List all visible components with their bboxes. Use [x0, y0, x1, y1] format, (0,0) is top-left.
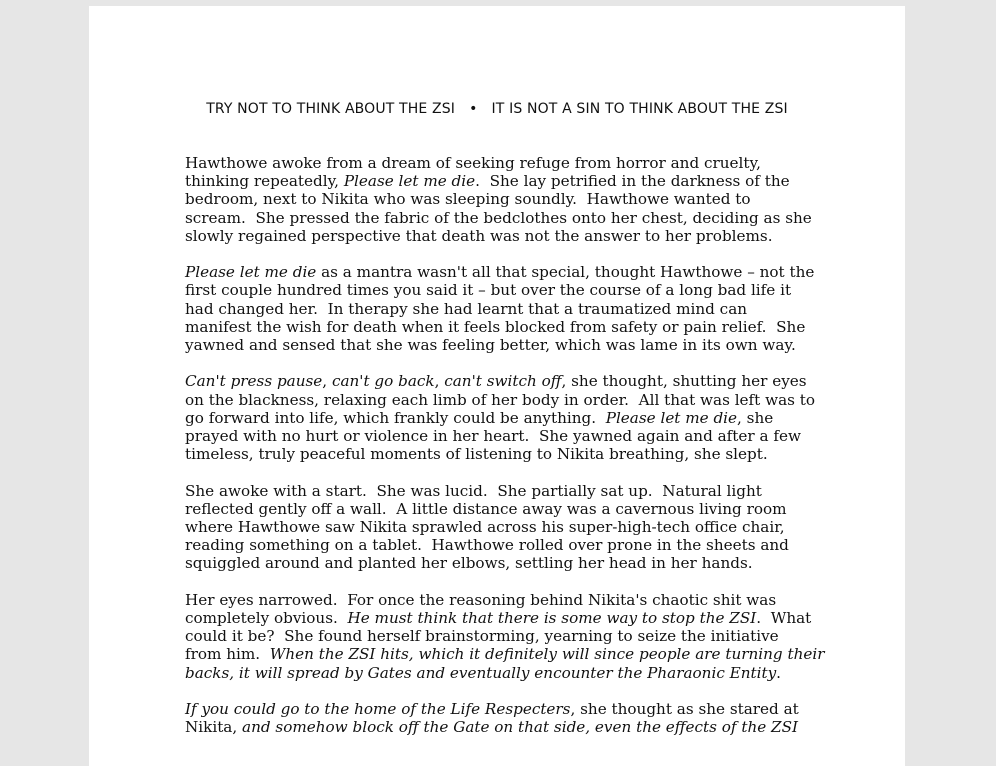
- text-run: completely obvious.: [185, 609, 348, 628]
- header-right-title: IT IS NOT A SIN TO THINK ABOUT THE ZSI: [491, 101, 788, 117]
- italic-text-run: He must think that there is some way to stop the ZSI: [347, 609, 757, 628]
- text-line: [185, 409, 785, 427]
- paragraph: [185, 590, 825, 682]
- paragraph: [185, 263, 815, 355]
- text-run: yawned and sensed that she was feeling better, which was lame in its own way.: [185, 336, 796, 355]
- text-run: on the blackness, relaxing each limb of her body in order. All that was left was to: [185, 390, 816, 409]
- text-line: [185, 172, 790, 191]
- text-run: reflected gently off a wall. A little distance away was a cavernous living room: [185, 499, 787, 518]
- text-line: [185, 317, 806, 336]
- text-run: She awoke with a start. She was lucid. She partially sat up. Natural light: [185, 481, 762, 500]
- text-line: [185, 427, 801, 446]
- text-run: thinking repeatedly,: [185, 172, 344, 191]
- document-page: [89, 6, 905, 766]
- italic-text-run: Please let me die: [185, 263, 317, 282]
- text-line: [185, 372, 807, 391]
- text-line: [185, 300, 785, 318]
- italic-text-run: can't go back: [331, 372, 435, 391]
- text-run: bedroom, next to Nikita who was sleeping soundly. Hawthowe wanted to: [185, 190, 751, 209]
- text-line: [185, 208, 812, 227]
- text-line: [185, 390, 816, 409]
- text-run: had changed her. In therapy she had learnt that a traumatized mind can: [185, 299, 748, 318]
- text-run: , she: [737, 408, 774, 427]
- text-line: [185, 554, 785, 572]
- text-line: [185, 718, 799, 737]
- text-run: Nikita,: [185, 718, 243, 737]
- text-line: [185, 609, 812, 628]
- text-run: . What: [756, 609, 812, 628]
- text-line: [185, 591, 785, 609]
- text-run: . She lay petrified in the darkness of the: [475, 172, 790, 191]
- text-run: as a mantra wasn't all that special, thought Hawthowe – not the: [316, 263, 815, 282]
- text-line: [185, 500, 785, 518]
- body-text: [185, 154, 825, 755]
- text-line: [185, 482, 785, 500]
- header-left-title: TRY NOT TO THINK ABOUT THE ZSI: [206, 101, 456, 117]
- text-run: Her eyes narrowed. For once the reasoning behind Nikita's chaotic shit was: [185, 590, 777, 609]
- text-run: ,: [434, 372, 445, 391]
- text-run: from him.: [185, 645, 270, 664]
- text-line: [185, 281, 792, 300]
- text-line: [185, 627, 785, 645]
- text-run: , she thought, shutting her eyes: [561, 372, 807, 391]
- running-header: [89, 101, 905, 117]
- text-line: [185, 190, 785, 208]
- italic-text-run: Please let me die: [343, 172, 476, 191]
- paragraph: [185, 372, 816, 464]
- text-run: could it be? She found herself brainstorming, yearning to seize the initiative: [185, 627, 779, 646]
- text-run: .: [776, 663, 781, 682]
- header-separator: •: [469, 101, 478, 117]
- text-line: [185, 645, 825, 664]
- paragraph: [185, 154, 812, 245]
- text-line: [185, 227, 785, 245]
- text-run: prayed with no hurt or violence in her heart. She yawned again and after a few: [185, 427, 801, 446]
- text-line: [185, 700, 799, 719]
- italic-text-run: backs, it will spread by Gates and eventually encounter the Pharaonic Entity: [185, 663, 777, 682]
- italic-text-run: If you could go to the home of the Life Respecters: [185, 700, 571, 719]
- text-run: where Hawthowe saw Nikita sprawled across his super-high-tech office chair,: [185, 518, 785, 537]
- text-run: scream. She pressed the fabric of the bedclothes onto her chest, deciding as she: [185, 208, 812, 227]
- text-run: reading something on a tablet. Hawthowe rolled over prone in the sheets and: [185, 536, 789, 555]
- italic-text-run: Please let me die: [605, 408, 738, 427]
- text-run: slowly regained perspective that death was not the answer to her problems.: [185, 226, 773, 245]
- paragraph: [185, 700, 799, 737]
- text-run: , she thought as she stared at: [570, 700, 799, 719]
- text-line: [185, 336, 796, 355]
- text-run: manifest the wish for death when it feels blocked from safety or pain relief. She: [185, 317, 806, 336]
- text-line: [185, 263, 815, 282]
- text-run: squiggled around and planted her elbows, settling her head in her hands.: [185, 554, 753, 573]
- text-line: [185, 664, 785, 682]
- italic-text-run: Can't press pause: [185, 372, 323, 391]
- text-line: [185, 536, 789, 555]
- italic-text-run: and somehow block off the Gate on that side, even the effects of the ZSI: [242, 718, 799, 737]
- text-run: timeless, truly peaceful moments of listening to Nikita breathing, she slept.: [185, 445, 768, 464]
- italic-text-run: When the ZSI hits, which it definitely will since people are turning their: [269, 645, 825, 664]
- paragraph: [185, 481, 789, 573]
- text-run: go forward into life, which frankly could be anything.: [185, 408, 606, 427]
- text-run: first couple hundred times you said it – but over the course of a long bad life it: [185, 281, 792, 300]
- text-run: Hawthowe awoke from a dream of seeking refuge from horror and cruelty,: [185, 154, 761, 172]
- text-run: ,: [322, 372, 332, 391]
- italic-text-run: can't switch off: [444, 372, 562, 391]
- text-line: [185, 445, 785, 463]
- text-line: [185, 518, 785, 536]
- text-line: [185, 154, 785, 172]
